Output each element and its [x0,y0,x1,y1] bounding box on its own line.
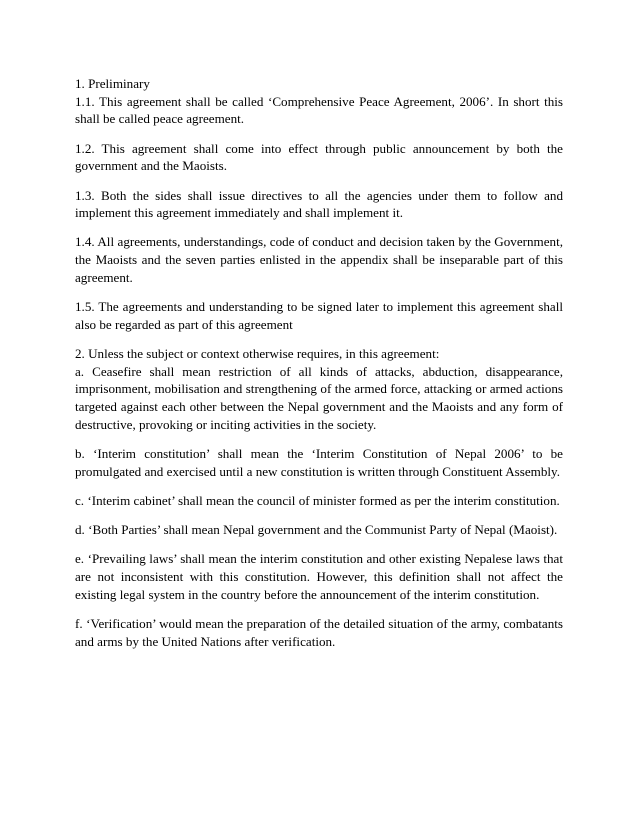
clause-1-5: 1.5. The agreements and understanding to be signed later to implement this agreement shall also be regarded as part of this agreement [75,299,563,332]
definition-a: a. Ceasefire shall mean restriction of all kinds of attacks, abduction, disappearance, imprisonment, mobilisation and strengthening of the armed force, attacking or armed actions targeted against each other between the Nepal government and the Maoists and any form of destructive, provoking or inciting activities in the society. [75,363,563,432]
clause-1-4: 1.4. All agreements, understandings, code of conduct and decision taken by the Government, the Maoists and the seven parties enlisted in the appendix shall be inseparable part of this agreement. [75,234,563,285]
definition-c: c. ‘Interim cabinet’ shall mean the council of minister formed as per the interim constitution. [75,492,560,508]
definition-e: e. ‘Prevailing laws’ shall mean the interim constitution and other existing Nepalese laws that are not inconsistent with this constitution. However, this definition shall not affect the existing legal system in the country before the announcement of the interim constitution. [75,551,563,602]
section-heading-preliminary: 1. Preliminary [75,76,150,91]
section-heading-definitions: 2. Unless the subject or context otherwise requires, in this agreement: [75,345,440,361]
clause-1-1: 1.1. This agreement shall be called ‘Comprehensive Peace Agreement, 2006’. In short this shall be called peace agreement. [75,93,563,127]
clause-1-3: 1.3. Both the sides shall issue directives to all the agencies under them to follow and implement this agreement immediately and shall implement it. [75,187,563,221]
clause-1-2: 1.2. This agreement shall come into effect through public announcement by both the government and the Maoists. [75,140,563,174]
definition-b: b. ‘Interim constitution’ shall mean the ‘Interim Constitution of Nepal 2006’ to be promulgated and exercised until a new constitution is written through Constituent Assembly. [75,445,563,479]
definition-f: f. ‘Verification’ would mean the preparation of the detailed situation of the army, combatants and arms by the United Nations after verification. [75,615,563,649]
definition-d: d. ‘Both Parties’ shall mean Nepal government and the Communist Party of Nepal (Maoist). [75,522,558,538]
document-body [75,75,563,662]
